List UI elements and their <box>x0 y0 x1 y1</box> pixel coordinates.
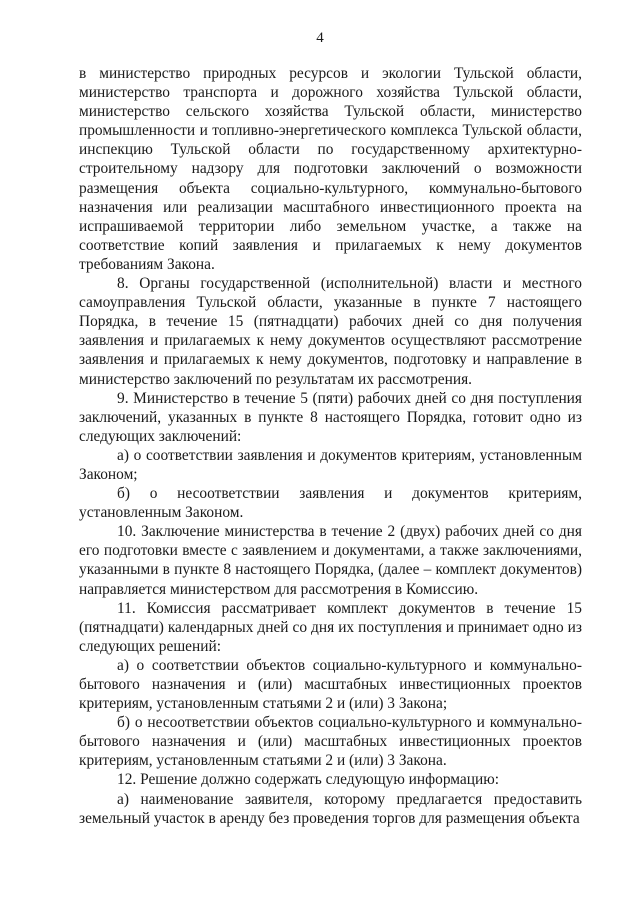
paragraph-9-item-a: а) о соответствии заявления и документов критериям, установленным Законом; <box>79 446 582 483</box>
paragraph-11-item-a: а) о соответствии объектов социально-культурного и коммунально-бытового назначения и (или) масштабных инвестиционных проектов критериям, установленным статьями 2 и (или) 3 Закона; <box>79 656 582 713</box>
paragraph-7-continuation: в министерство природных ресурсов и экологии Тульской области, министерство транспорта и дорожного хозяйства Тульской области, министерство сельского хозяйства Тульской области, министерство промышленности и топливно-энергетического комплекса Тульской области, инспекцию Тульской области по государственному архитектурно-строительному надзору для подготовки заключений о возможности размещения объекта социально-культурного, коммунально-бытового назначения или реализации масштабного инвестиционного проекта на испрашиваемой территории либо земельном участке, а также на соответствие копий заявления и прилагаемых к нему документов требованиям Закона. <box>79 65 582 273</box>
paragraph-11: 11. Комиссия рассматривает комплект документов в течение 15 (пятнадцати) календарных дней со дня их поступления и принимает одно из следующих решений: <box>79 599 582 655</box>
paragraph-11-item-b: б) о несоответствии объектов социально-культурного и коммунально-бытового назначения и (или) масштабных инвестиционных проектов критериям, установленным статьями 2 и (или) 3 Закона. <box>79 714 582 770</box>
paragraph-10: 10. Заключение министерства в течение 2 (двух) рабочих дней со дня его подготовки вместе с заявлением и документами, а также заключениями, указанными в пункте 8 настоящего Порядка, (далее – комплект документов) направляется министерством для рассмотрения в Комиссию. <box>79 523 582 598</box>
paragraph-9-item-b: б) о несоответствии заявления и документов критериям, установленным Законом. <box>79 485 582 522</box>
paragraph-12-item-a: а) наименование заявителя, которому предлагается предоставить земельный участок в аренду без проведения торгов для размещения объекта <box>79 790 582 827</box>
page-number: 4 <box>316 30 324 46</box>
paragraph-8: 8. Органы государственной (исполнительной) власти и местного самоуправления Тульской области, указанные в пункте 7 настоящего Порядка, в течение 15 (пятнадцати) рабочих дней со дня получения заявления и прилагаемых к нему документов осуществляют рассмотрение заявления и прилагаемых к нему документов, подготовку и направление в министерство заключений по результатам их рассмотрения. <box>79 275 582 388</box>
paragraph-9: 9. Министерство в течение 5 (пяти) рабочих дней со дня поступления заключений, указанных в пункте 8 настоящего Порядка, готовит одно из следующих заключений: <box>79 389 582 445</box>
document-body <box>79 64 582 828</box>
paragraph-12: 12. Решение должно содержать следующую информацию: <box>117 771 499 789</box>
